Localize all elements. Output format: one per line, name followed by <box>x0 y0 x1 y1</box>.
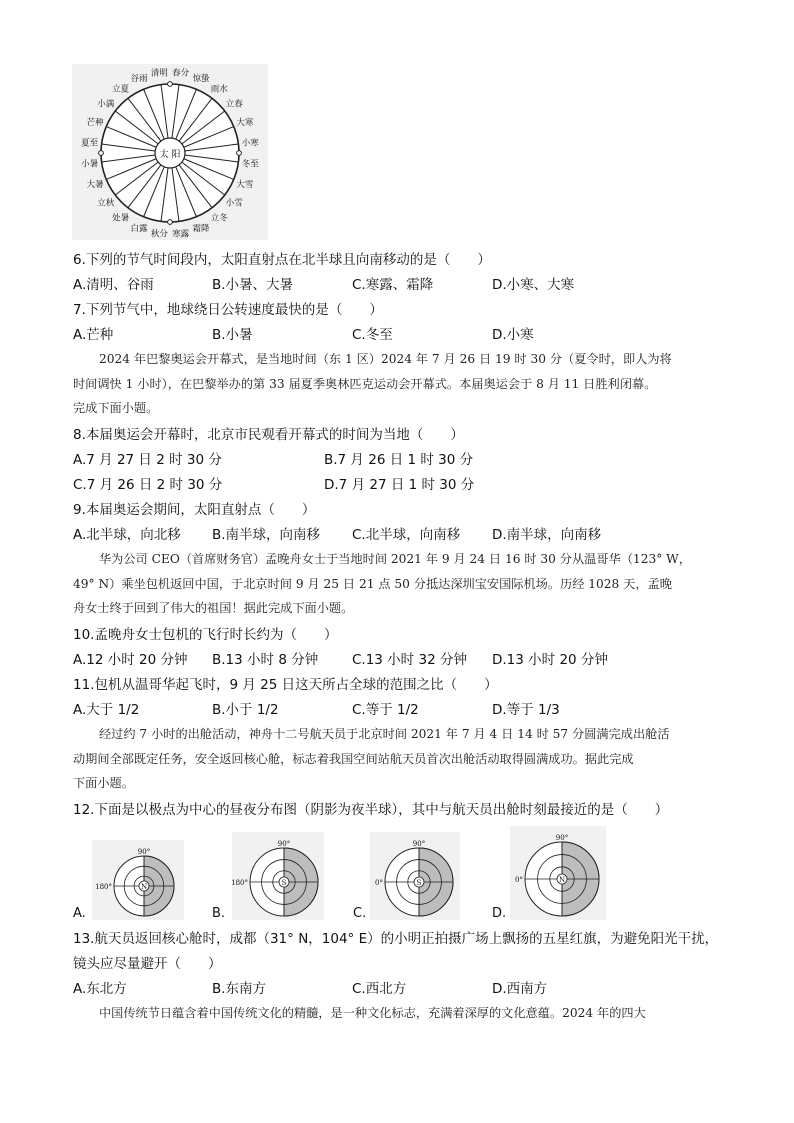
q9-option-a[interactable]: A.北半球，向北移 <box>73 527 181 543</box>
solar-terms-figure <box>72 64 268 240</box>
earth-position-dot <box>168 220 173 225</box>
q7-option-c[interactable]: C.冬至 <box>352 327 393 343</box>
pole-label: S <box>416 879 422 887</box>
q9-option-b[interactable]: B.南半球，向南移 <box>212 527 321 543</box>
q12-figure-b[interactable] <box>232 832 324 920</box>
question-13-stem-line-1: 13.航天员返回核心舱时，成都（31° N，104° E）的小明正拍摄广场上飘扬的五星红旗，为避免阳光干扰， <box>73 931 719 947</box>
question-9-stem: 9.本届奥运会期间，太阳直射点（ ） <box>73 502 316 518</box>
q12-figure-c[interactable] <box>370 832 460 920</box>
passage-meng-wanzhou <box>73 547 728 621</box>
q12-figure-a[interactable] <box>92 840 184 920</box>
q7-option-d[interactable]: D.小寒 <box>492 327 534 343</box>
solar-term-label: 处暑 <box>112 213 130 224</box>
passage-shenzhou <box>73 722 728 796</box>
question-11-stem: 11.包机从温哥华起飞时，9 月 25 日这天所占全球的范围之比（ ） <box>73 677 498 693</box>
q12-option-c[interactable]: C. <box>353 906 367 921</box>
solar-terms-diagram <box>72 64 268 240</box>
polar-diagram-a <box>92 840 184 920</box>
solar-term-label: 大雪 <box>236 179 254 190</box>
longitude-label-top: 90° <box>412 840 426 848</box>
q8-option-c[interactable]: C.7 月 26 日 2 时 30 分 <box>73 477 223 493</box>
solar-term-label: 寒露 <box>172 229 190 240</box>
q8-option-a[interactable]: A.7 月 27 日 2 时 30 分 <box>73 452 222 468</box>
solar-term-label: 冬至 <box>241 159 259 170</box>
q13-option-a[interactable]: A.东北方 <box>73 981 127 997</box>
q6-option-c[interactable]: C.寒露、霜降 <box>352 277 434 293</box>
passage-3-line-1: 经过约 7 小时的出舱活动，神舟十二号航天员于北京时间 2021 年 7 月 4 日 14 时 57 分圆满完成出舱活 <box>99 727 670 741</box>
longitude-label-top: 90° <box>555 834 569 842</box>
polar-diagram-d <box>510 826 606 920</box>
passage-2-line-1: 华为公司 CEO（首席财务官）孟晚舟女士于当地时间 2021 年 9 月 24 日 16 时 30 分从温哥华（123° W， <box>99 552 691 566</box>
passage-2-line-2: 49° N）乘坐包机返回中国，于北京时间 9 月 25 日 21 点 50 分抵达深圳宝安国际机场。历经 1028 天，孟晚 <box>73 576 672 591</box>
solar-term-label: 小雪 <box>225 198 243 209</box>
longitude-label-top: 90° <box>277 840 291 848</box>
q8-option-d[interactable]: D.7 月 27 日 1 时 30 分 <box>324 477 475 493</box>
solar-term-label: 夏至 <box>81 138 99 149</box>
passage-1-line-2: 时间调快 1 小时），在巴黎举办的第 33 届夏季奥林匹克运动会开幕式。本届奥运会于 8 月 11 日胜利闭幕。 <box>73 376 657 391</box>
polar-diagram-c <box>370 832 460 920</box>
question-7-stem: 7.下列节气中，地球绕日公转速度最快的是（ ） <box>73 302 383 318</box>
q11-option-c[interactable]: C.等于 1/2 <box>352 702 419 718</box>
passage-4-line-1: 中国传统节日蕴含着中国传统文化的精髓，是一种文化标志，充满着深厚的文化意蕴。2024 年的四大 <box>99 1006 646 1020</box>
q7-option-b[interactable]: B.小暑 <box>212 327 253 343</box>
solar-term-label: 立夏 <box>112 84 130 95</box>
q12-figure-d[interactable] <box>510 826 606 920</box>
q11-option-a[interactable]: A.大于 1/2 <box>73 702 140 718</box>
q13-option-c[interactable]: C.西北方 <box>352 981 407 997</box>
q12-option-d[interactable]: D. <box>492 906 507 921</box>
pole-label: N <box>558 876 566 884</box>
q7-option-a[interactable]: A.芒种 <box>73 327 114 343</box>
passage-2-line-3: 舟女士终于回到了伟大的祖国！据此完成下面小题。 <box>73 601 354 615</box>
solar-term-label: 秋分 <box>150 229 168 240</box>
longitude-label-top: 90° <box>137 848 151 856</box>
solar-term-label: 小寒 <box>241 138 259 149</box>
solar-term-label: 立秋 <box>97 198 115 209</box>
earth-position-dot <box>237 151 242 156</box>
passage-1-line-3: 完成下面小题。 <box>73 401 159 415</box>
q9-option-d[interactable]: D.南半球，向南移 <box>492 527 602 543</box>
q10-option-c[interactable]: C.13 小时 32 分钟 <box>352 652 467 668</box>
q11-option-b[interactable]: B.小于 1/2 <box>212 702 279 718</box>
q13-option-b[interactable]: B.东南方 <box>212 981 267 997</box>
question-13-stem-line-2: 镜头应尽量避开（ ） <box>73 956 222 972</box>
q8-option-b[interactable]: B.7 月 26 日 1 时 30 分 <box>324 452 474 468</box>
q6-option-a[interactable]: A.清明、谷雨 <box>73 277 154 293</box>
q10-option-d[interactable]: D.13 小时 20 分钟 <box>492 652 608 668</box>
passage-3-line-3: 下面小题。 <box>73 776 134 790</box>
solar-term-label: 小暑 <box>81 159 99 170</box>
passage-1-line-1: 2024 年巴黎奥运会开幕式，是当地时间（东 1 区）2024 年 7 月 26 日 19 时 30 分（夏令时，即人为将 <box>99 352 672 366</box>
solar-term-label: 立冬 <box>210 213 228 224</box>
pole-label: S <box>281 879 287 887</box>
solar-term-label: 大寒 <box>236 118 254 129</box>
earth-position-dot <box>168 82 173 87</box>
polar-diagram-b <box>232 832 324 920</box>
question-12-stem: 12.下面是以极点为中心的昼夜分布图（阴影为夜半球），其中与航天员出舱时刻最接近的是（ ） <box>73 802 669 818</box>
q10-option-b[interactable]: B.13 小时 8 分钟 <box>212 652 319 668</box>
q6-option-d[interactable]: D.小寒、大寒 <box>492 277 575 293</box>
longitude-label-side: 180° <box>95 883 112 891</box>
passage-3-line-2: 动期间全部既定任务，安全返回核心舱，标志着我国空间站航天员首次出舱活动取得圆满成功。据此完成 <box>73 751 634 766</box>
solar-term-label: 小满 <box>97 99 115 110</box>
solar-term-label: 春分 <box>172 68 190 79</box>
longitude-label-side: 0° <box>515 876 523 884</box>
pole-label: N <box>140 883 148 891</box>
question-10-stem: 10.孟晚舟女士包机的飞行时长约为（ ） <box>73 627 338 643</box>
solar-term-label: 谷雨 <box>130 74 148 85</box>
question-8-stem: 8.本届奥运会开幕时，北京市民观看开幕式的时间为当地（ ） <box>73 427 464 443</box>
question-6-stem: 6.下列的节气时间段内，太阳直射点在北半球且向南移动的是（ ） <box>73 252 491 268</box>
longitude-label-side: 180° <box>232 879 248 887</box>
passage-festivals <box>73 1001 728 1026</box>
q9-option-c[interactable]: C.北半球，向南移 <box>352 527 461 543</box>
solar-term-label: 立春 <box>225 99 243 110</box>
solar-term-label: 清明 <box>150 68 168 79</box>
sun-label: 太 阳 <box>159 150 181 160</box>
q6-option-b[interactable]: B.小暑、大暑 <box>212 277 294 293</box>
solar-term-label: 霜降 <box>192 223 210 234</box>
q12-option-b[interactable]: B. <box>212 906 226 921</box>
solar-term-label: 惊蛰 <box>192 74 210 85</box>
earth-position-dot <box>99 151 104 156</box>
solar-term-label: 芒种 <box>86 118 104 129</box>
q10-option-a[interactable]: A.12 小时 20 分钟 <box>73 652 188 668</box>
solar-term-label: 白露 <box>130 223 148 234</box>
solar-term-label: 雨水 <box>210 84 228 95</box>
q13-option-d[interactable]: D.西南方 <box>492 981 548 997</box>
longitude-label-side: 0° <box>375 879 383 887</box>
solar-term-label: 大暑 <box>86 179 104 190</box>
passage-olympics <box>73 347 728 421</box>
q12-option-a[interactable]: A. <box>73 906 86 921</box>
q11-option-d[interactable]: D.等于 1/3 <box>492 702 560 718</box>
